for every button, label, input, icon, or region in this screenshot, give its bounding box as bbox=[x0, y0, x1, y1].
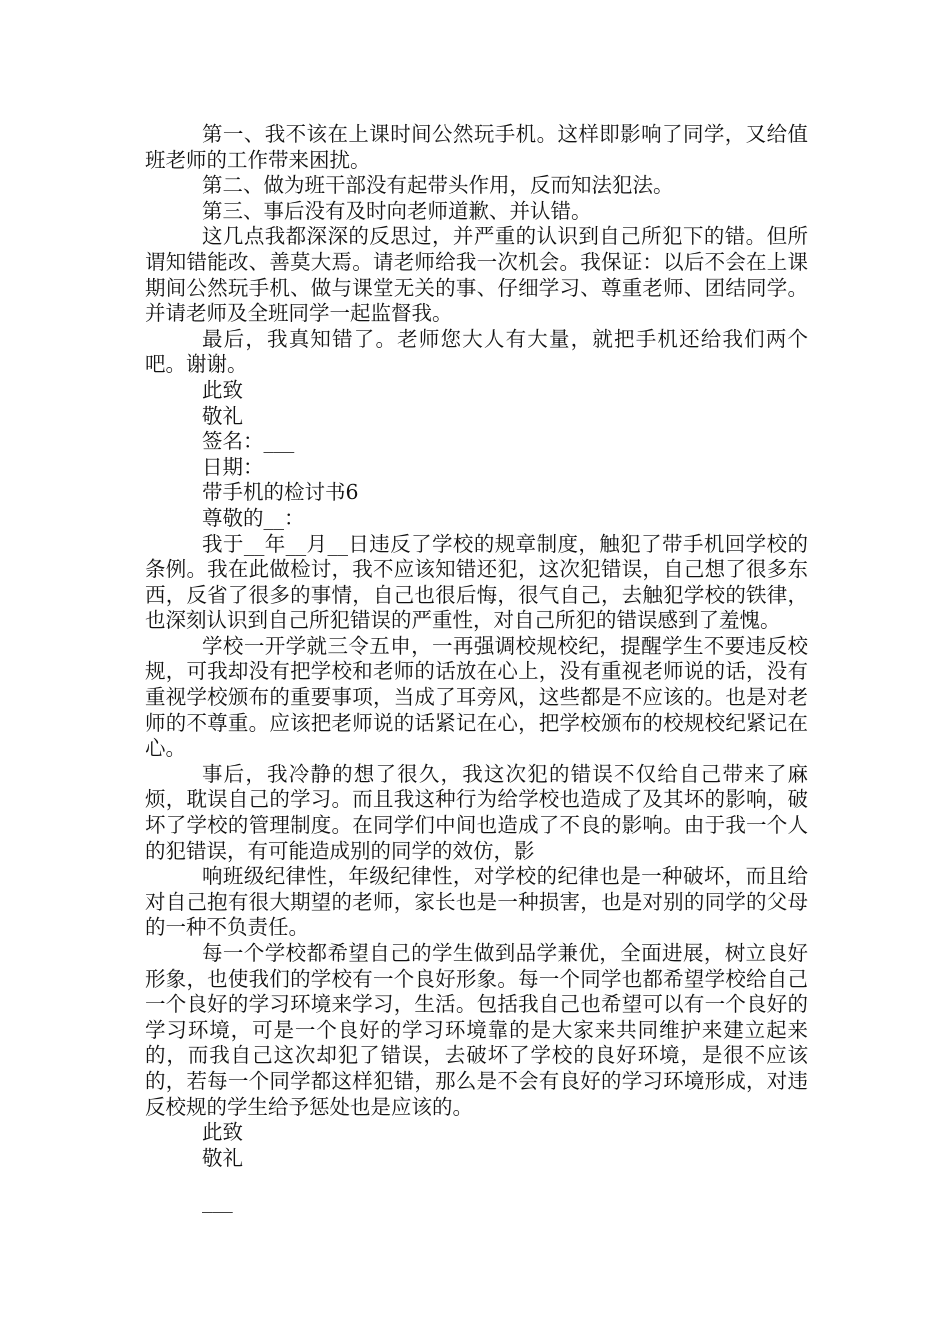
document-page bbox=[145, 122, 808, 1215]
paragraph: 每一个学校都希望自己的学生做到品学兼优，全面进展，树立良好形象，也使我们的学校有一个良好形象。每一个同学也都希望学校给自己一个良好的学习环境来学习，生活。包括我自己也希望可以有一个良好的学习环境，可是一个良好的学习环境靠的是大家来共同维护来建立起来的，而我自己这次却犯了错误，去破坏了学校的良好环境，是很不应该的，若每一个同学都这样犯错，那么是不会有良好的学习环境形成，对违反校规的学生给予惩处也是应该的。 bbox=[145, 941, 808, 1119]
paragraph: 第一、我不该在上课时间公然玩手机。这样即影响了同学，又给值班老师的工作带来困扰。 bbox=[145, 122, 808, 172]
paragraph: 学校一开学就三令五申，一再强调校规校纪，提醒学生不要违反校规，可我却没有把学校和老师的话放在心上，没有重视老师说的话，没有重视学校颁布的重要事项，当成了耳旁风，这些都是不应该的。也是对老师的不尊重。应该把老师说的话紧记在心，把学校颁布的校规校纪紧记在心。 bbox=[145, 633, 808, 761]
salutation-line: 敬礼 bbox=[202, 403, 243, 428]
closing-line: 此致 bbox=[202, 1120, 243, 1145]
paragraph: 事后，我冷静的想了很久，我这次犯的错误不仅给自己带来了麻烦，耽误自己的学习。而且我这种行为给学校也造成了及其坏的影响，破坏了学校的管理制度。在同学们中间也造成了不良的影响。由于我一个人的犯错误，有可能造成别的同学的效仿，影 bbox=[145, 761, 808, 863]
spacer bbox=[145, 1171, 808, 1189]
signature-line: 签名：___ bbox=[202, 429, 295, 454]
paragraph: 第三、事后没有及时向老师道歉、并认错。 bbox=[202, 198, 592, 223]
salutation-line: 敬礼 bbox=[202, 1145, 243, 1170]
date-line: 日期： bbox=[202, 454, 264, 479]
paragraph: 第二、做为班干部没有起带头作用，反而知法犯法。 bbox=[202, 173, 674, 198]
section-title: 带手机的检讨书6 bbox=[202, 480, 359, 505]
signature-blank: ___ bbox=[202, 1189, 233, 1214]
paragraph: 响班级纪律性，年级纪律性，对学校的纪律也是一种破坏，而且给对自己抱有很大期望的老师，家长也是一种损害，也是对别的同学的父母的一种不负责任。 bbox=[145, 864, 808, 940]
closing-line: 此致 bbox=[202, 377, 243, 402]
paragraph: 这几点我都深深的反思过，并严重的认识到自己所犯下的错。但所谓知错能改、善莫大焉。请老师给我一次机会。我保证：以后不会在上课期间公然玩手机、做与课堂无关的事、仔细学习、尊重老师、团结同学。并请老师及全班同学一起监督我。 bbox=[145, 224, 808, 326]
greeting-line: 尊敬的__： bbox=[202, 505, 305, 530]
paragraph: 最后，我真知错了。老师您大人有大量，就把手机还给我们两个吧。谢谢。 bbox=[145, 326, 808, 377]
paragraph: 我于__年__月__日违反了学校的规章制度，触犯了带手机回学校的条例。我在此做检讨，我不应该知错还犯，这次犯错误，自己想了很多东西，反省了很多的事情，自己也很后悔，很气自己，去触犯学校的铁律，也深刻认识到自己所犯错误的严重性，对自己所犯的错误感到了羞愧。 bbox=[145, 531, 808, 633]
